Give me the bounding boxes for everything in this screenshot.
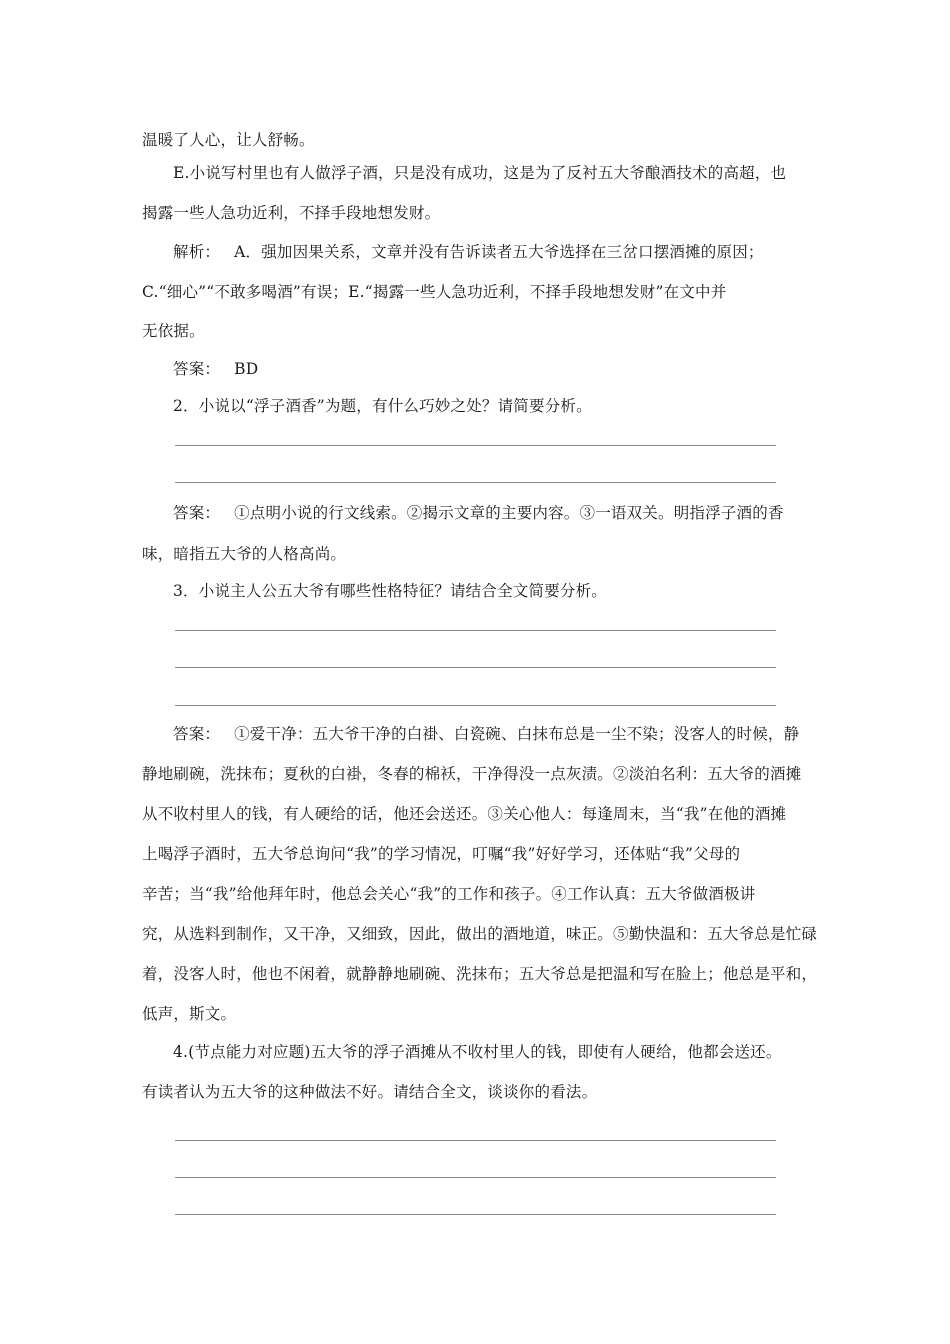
answer-blank-line [175, 482, 776, 483]
answer-blank-line [175, 445, 776, 446]
answer-3-line-8: 低声，斯文。 [142, 1005, 237, 1023]
answer-blank-line [175, 630, 776, 631]
answer-3-line-5: 辛苦；当“我”给他拜年时，他总会关心“我”的工作和孩子。④工作认真：五大爷做酒极讲 [142, 885, 756, 903]
question-4-line-2: 有读者认为五大爷的这种做法不好。请结合全文，谈谈你的看法。 [142, 1083, 598, 1101]
option-e-line-2: 揭露一些人急功近利，不择手段地想发财。 [142, 204, 441, 222]
answer-text: ①爱干净：五大爷干净的白褂、白瓷碗、白抹布总是一尘不染；没客人的时候，静 [234, 725, 800, 743]
answer-2-line-1 [173, 502, 823, 524]
answer-blank-line [175, 1177, 776, 1178]
question-3: 3．小说主人公五大爷有哪些性格特征？请结合全文简要分析。 [173, 582, 607, 600]
answer-text: ①点明小说的行文线索。②揭示文章的主要内容。③一语双关。明指浮子酒的香 [234, 504, 784, 522]
answer-blank-line [175, 705, 776, 706]
answer-label: 答案： [173, 504, 221, 522]
answer-blank-line [175, 667, 776, 668]
answer-3-line-7: 着，没客人时，他也不闲着，就静静地刷碗、洗抹布；五大爷总是把温和写在脸上；他总是平和， [142, 965, 818, 983]
answer-3-line-6: 究，从选料到制作，又干净，又细致，因此，做出的酒地道，味正。⑤勤快温和：五大爷总是忙碌 [142, 925, 818, 943]
answer-3-line-3: 从不收村里人的钱，有人硬给的话，他还会送还。③关心他人：每逢周末，当“我”在他的酒摊 [142, 805, 787, 823]
analysis-line-2: C.“细心”“不敢多喝酒”有误；E.“揭露一些人急功近利，不择手段地想发财”在文中并 [142, 283, 727, 301]
answer-text: BD [234, 360, 259, 378]
text-line: 温暖了人心，让人舒畅。 [142, 131, 315, 149]
answer-3-line-2: 静地刷碗，洗抹布；夏秋的白褂，冬春的棉袄，干净得没一点灰渍。②淡泊名利：五大爷的酒摊 [142, 765, 802, 783]
analysis-line-1 [173, 241, 823, 263]
answer-3-line-4: 上喝浮子酒时，五大爷总询问“我”的学习情况，叮嘱“我”好好学习，还体贴“我”父母的 [142, 845, 741, 863]
answer-blank-line [175, 1140, 776, 1141]
answer-label: 答案： [173, 360, 221, 378]
analysis-label: 解析： [173, 243, 221, 261]
option-e-line-1: E.小说写村里也有人做浮子酒，只是没有成功，这是为了反衬五大爷酿酒技术的高超，也 [173, 164, 787, 182]
analysis-text: A．强加因果关系，文章并没有告诉读者五大爷选择在三岔口摆酒摊的原因； [234, 243, 764, 261]
answer-blank-line [175, 1214, 776, 1215]
analysis-line-3: 无依据。 [142, 322, 205, 340]
question-2: 2．小说以“浮子酒香”为题，有什么巧妙之处？请简要分析。 [173, 397, 592, 415]
question-4-line-1: 4.(节点能力对应题)五大爷的浮子酒摊从不收村里人的钱，即使有人硬给，他都会送还。 [173, 1043, 782, 1061]
answer-3-line-1 [173, 723, 823, 745]
answer-1-line [173, 358, 823, 380]
answer-2-line-2: 味，暗指五大爷的人格高尚。 [142, 545, 347, 563]
answer-label: 答案： [173, 725, 221, 743]
